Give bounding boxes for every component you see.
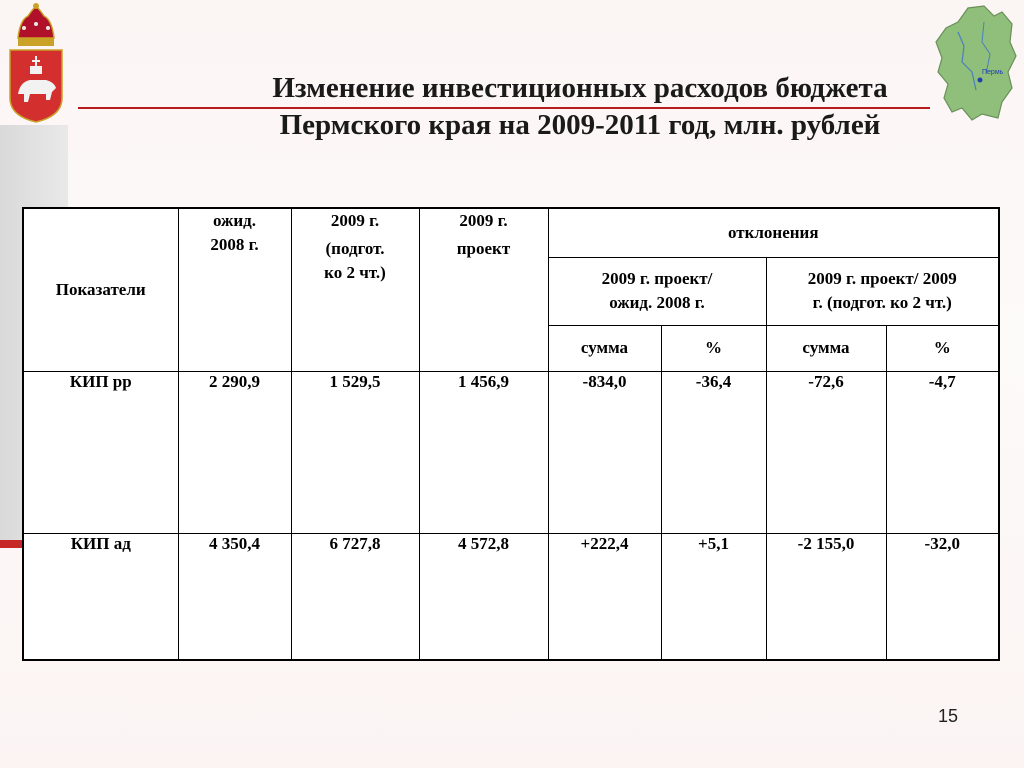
header-pct-1: % xyxy=(661,325,766,371)
header-dev-group-2-line1: 2009 г. проект/ 2009 xyxy=(807,269,957,288)
cell-dev1-pct: -36,4 xyxy=(661,371,766,533)
title-line-1: Изменение инвестиционных расходов бюджета xyxy=(272,72,888,104)
header-project-2009 xyxy=(419,208,548,371)
header-dev-group-1-line2: ожид. 2008 г. xyxy=(609,293,705,312)
cell-project-2009: 4 572,8 xyxy=(419,533,548,660)
cell-dev2-sum: -72,6 xyxy=(766,371,886,533)
header-pct-2: % xyxy=(886,325,999,371)
cell-expected-2008: 4 350,4 xyxy=(178,533,291,660)
coat-of-arms-icon xyxy=(6,2,66,124)
header-deviations: отклонения xyxy=(548,208,999,257)
table-row xyxy=(23,371,999,533)
header-sum-2: сумма xyxy=(766,325,886,371)
cell-dev1-sum: -834,0 xyxy=(548,371,661,533)
table-row xyxy=(23,533,999,660)
header-dev-group-2-line2: г. (подгот. ко 2 чт.) xyxy=(812,293,952,312)
header-project-2009-line2: проект xyxy=(456,239,511,258)
header-prep-2009-line3: ко 2 чт.) xyxy=(324,263,386,282)
header-project-2009-line1: 2009 г. xyxy=(459,211,508,230)
investment-table xyxy=(22,207,1000,661)
map-city-label: Пермь xyxy=(982,69,1004,76)
cell-dev1-pct: +5,1 xyxy=(661,533,766,660)
slide-title xyxy=(160,70,1000,144)
header-dev-group-1-line1: 2009 г. проект/ xyxy=(601,269,713,288)
title-line-2: Пермского края на 2009-2011 год, млн. рублей xyxy=(279,109,881,141)
cell-dev2-sum: -2 155,0 xyxy=(766,533,886,660)
cell-dev1-sum: +222,4 xyxy=(548,533,661,660)
cell-prep-2009: 1 529,5 xyxy=(291,371,419,533)
header-prep-2009-line2: (подгот. xyxy=(325,239,385,258)
cell-expected-2008: 2 290,9 xyxy=(178,371,291,533)
row-name: КИП ад xyxy=(23,533,178,660)
cell-prep-2009: 6 727,8 xyxy=(291,533,419,660)
row-name: КИП рр xyxy=(23,371,178,533)
header-prep-2009-line1: 2009 г. xyxy=(330,211,380,230)
cell-dev2-pct: -32,0 xyxy=(886,533,999,660)
left-decor-red-line xyxy=(0,540,24,548)
header-indicators: Показатели xyxy=(23,208,178,371)
cell-project-2009: 1 456,9 xyxy=(419,371,548,533)
header-dev-group-2 xyxy=(766,257,999,325)
header-expected-2008-line2: 2008 г. xyxy=(210,235,259,254)
cell-dev2-pct: -4,7 xyxy=(886,371,999,533)
header-dev-group-1 xyxy=(548,257,766,325)
header-expected-2008 xyxy=(178,208,291,371)
header-sum-1: сумма xyxy=(548,325,661,371)
header-prep-2009 xyxy=(291,208,419,371)
header-expected-2008-line1: ожид. xyxy=(212,211,257,230)
page-number: 15 xyxy=(938,706,959,726)
